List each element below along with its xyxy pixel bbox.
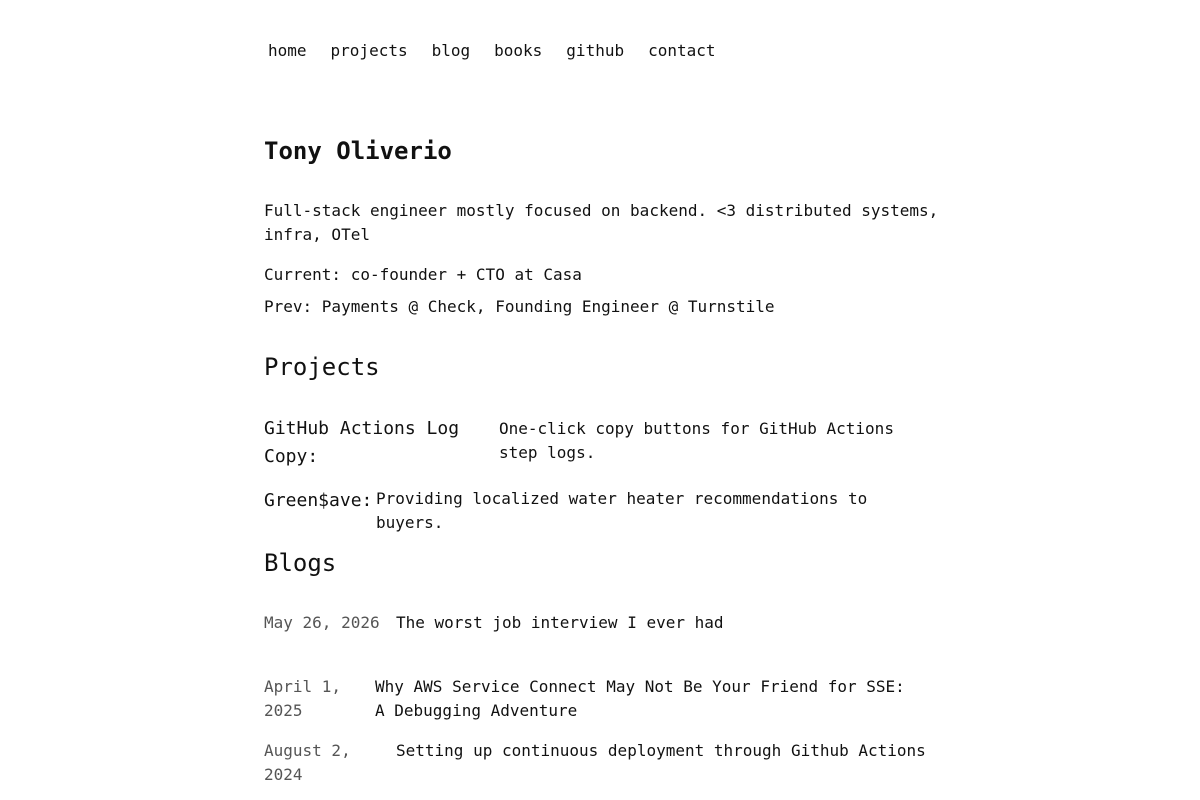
project-link-greensave[interactable]: Green$ave:: [264, 490, 373, 511]
current-role: Current: co-founder + CTO at Casa: [264, 265, 582, 284]
blog-title-link[interactable]: Setting up continuous deployment through Github Actions: [396, 741, 926, 760]
bio-text: Full-stack engineer mostly focused on backend. <3 distributed systems, infra, OTel: [264, 201, 939, 244]
blog-title-link[interactable]: Why AWS Service Connect May Not Be Your Friend for SSE: A Debugging Adventure: [375, 677, 905, 720]
project-link-github-actions-log-copy[interactable]: GitHub Actions Log Copy:: [264, 418, 460, 467]
nav-link-projects[interactable]: projects: [330, 41, 408, 60]
nav-link-blog[interactable]: blog: [431, 41, 471, 60]
projects-heading: Projects: [264, 353, 380, 381]
page-title: Tony Oliverio: [264, 137, 452, 165]
previous-roles: Prev: Payments @ Check, Founding Engineer @ Turnstile: [264, 297, 775, 316]
blog-list-item: [264, 675, 944, 723]
nav-link-contact[interactable]: contact: [648, 41, 716, 60]
project-item: [264, 487, 944, 535]
top-nav: [268, 40, 740, 62]
blog-list-item: [264, 739, 944, 787]
blog-date: April 1, 2025: [264, 677, 342, 720]
project-description: One-click copy buttons for GitHub Actions step logs.: [499, 419, 894, 462]
blogs-heading: Blogs: [264, 549, 337, 577]
project-item: [264, 415, 944, 471]
nav-link-books[interactable]: books: [494, 41, 543, 60]
blog-date: August 2, 2024: [264, 741, 351, 784]
nav-link-github[interactable]: github: [566, 41, 625, 60]
project-description: Providing localized water heater recommendations to buyers.: [376, 489, 868, 532]
blog-title-link[interactable]: The worst job interview I ever had: [396, 613, 724, 632]
blog-list-item: [264, 611, 944, 635]
blog-date: May 26, 2026: [264, 613, 380, 632]
nav-link-home[interactable]: home: [268, 41, 307, 60]
